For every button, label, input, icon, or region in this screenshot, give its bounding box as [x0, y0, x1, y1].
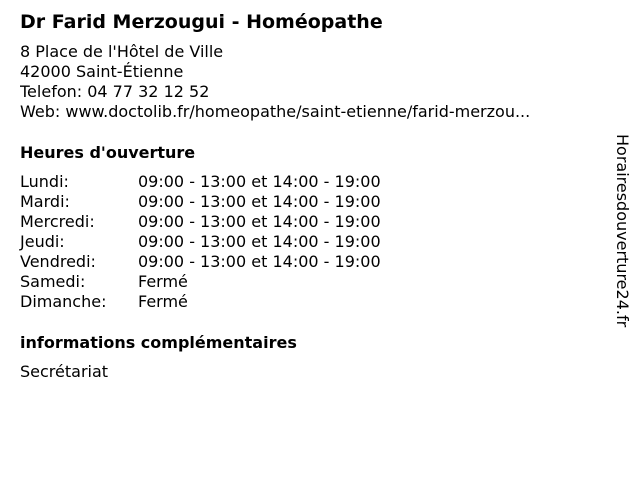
site-watermark: Horairesdouverture24.fr [613, 134, 632, 328]
opening-hours-heading: Heures d'ouverture [20, 143, 196, 162]
contact-block [20, 42, 600, 122]
hours-row-sunday [20, 292, 600, 312]
day-hours: Fermé [138, 272, 188, 291]
website-link[interactable]: Web: www.doctolib.fr/homeopathe/saint-etienne/farid-merzou... [20, 102, 531, 121]
day-hours: 09:00 - 13:00 et 14:00 - 19:00 [138, 252, 381, 271]
day-label: Dimanche: [20, 292, 107, 311]
opening-hours-table [20, 172, 600, 312]
day-hours: 09:00 - 13:00 et 14:00 - 19:00 [138, 172, 381, 191]
hours-row-monday [20, 172, 600, 192]
hours-row-tuesday [20, 192, 600, 212]
day-label: Mardi: [20, 192, 70, 211]
listing-title: Dr Farid Merzougui - Homéopathe [20, 11, 383, 33]
day-label: Mercredi: [20, 212, 95, 231]
address-street: 8 Place de l'Hôtel de Ville [20, 42, 224, 61]
hours-row-wednesday [20, 212, 600, 232]
phone-number: Telefon: 04 77 32 12 52 [20, 82, 210, 101]
additional-info-text: Secrétariat [20, 362, 109, 381]
hours-row-thursday [20, 232, 600, 252]
day-label: Samedi: [20, 272, 86, 291]
day-hours: 09:00 - 13:00 et 14:00 - 19:00 [138, 192, 381, 211]
day-hours: 09:00 - 13:00 et 14:00 - 19:00 [138, 212, 381, 231]
hours-row-friday [20, 252, 600, 272]
day-label: Jeudi: [20, 232, 65, 251]
additional-info-heading: informations complémentaires [20, 333, 297, 352]
day-label: Lundi: [20, 172, 69, 191]
day-hours: Fermé [138, 292, 188, 311]
hours-row-saturday [20, 272, 600, 292]
business-listing [20, 8, 600, 382]
address-city: 42000 Saint-Étienne [20, 62, 184, 81]
day-hours: 09:00 - 13:00 et 14:00 - 19:00 [138, 232, 381, 251]
day-label: Vendredi: [20, 252, 96, 271]
